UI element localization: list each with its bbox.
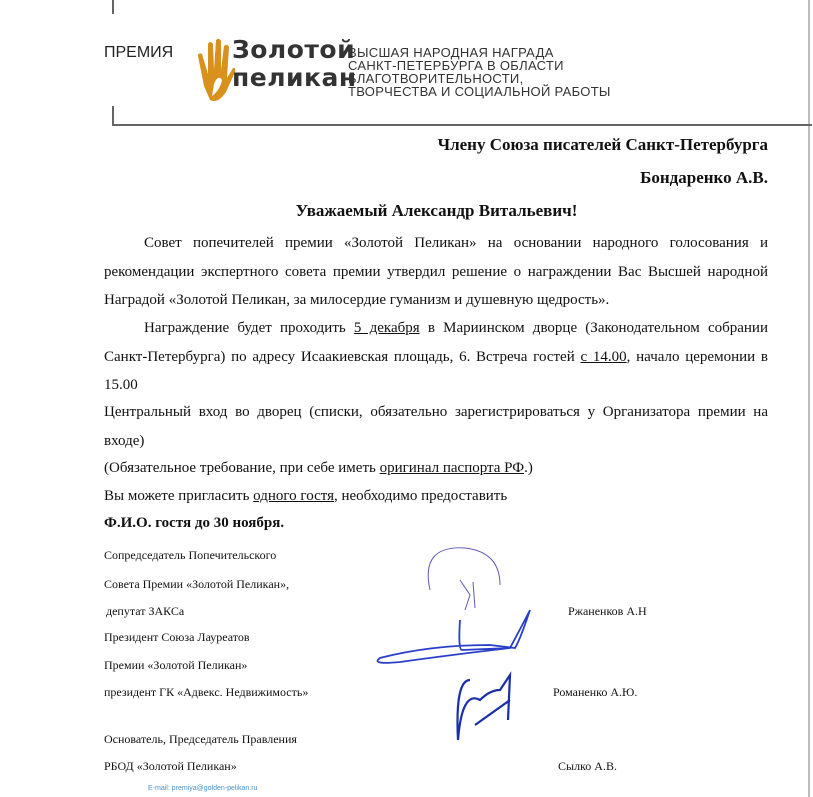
signatory-name: Сылко А.В. <box>558 759 617 773</box>
signatory-title: Президент Союза Лауреатов <box>104 630 250 644</box>
signatory-title: Совета Премии «Золотой Пеликан», <box>104 577 290 591</box>
tagline <box>348 46 611 98</box>
frame-line-corner <box>112 106 114 126</box>
paragraph-6: Ф.И.О. гостя до 30 ноября. <box>104 515 285 531</box>
tagline-line: ВЫСШАЯ НАРОДНАЯ НАГРАДА <box>348 45 554 60</box>
text: , начало церемонии в 15.00 <box>104 348 768 393</box>
brand-line-1: Золотой <box>232 35 356 64</box>
tagline-line: САНКТ-ПЕТЕРБУРГА В ОБЛАСТИ <box>348 58 564 73</box>
signatory-title: президент ГК «Адвекс. Недвижимость» <box>104 685 309 699</box>
text: в Мариинском дворце (Законодательном собрании Санкт-Петербурга) по адресу Исаакиевская площадь, 6. Встреча гостей <box>104 320 768 365</box>
signatory-title: Основатель, Председатель Правления <box>104 732 297 746</box>
text: .) <box>524 460 533 476</box>
signatory-name: Ржаненков А.Н <box>568 604 647 618</box>
paragraph-2 <box>104 314 768 400</box>
signatory-title: Премии «Золотой Пеликан» <box>104 658 248 672</box>
greeting: Уважаемый Александр Витальевич! <box>295 201 578 220</box>
tagline-line: БЛАГОТВОРИТЕЛЬНОСТИ, <box>348 71 524 86</box>
premiya-label: ПРЕМИЯ <box>104 44 174 61</box>
paragraph-3: Центральный вход во дворец (списки, обязательно зарегистрироваться у Организатора премии на входе) <box>104 404 768 449</box>
signatory-name: Романенко А.Ю. <box>553 685 638 699</box>
brand-name <box>232 36 357 92</box>
paragraph-1: Совет попечителей премии «Золотой Пеликан» на основании народного голосования и рекомендации экспертного совета премии утвердил решение о награждении Вас Высшей народной Наградой «Золотой Пеликан, за милосердие гуманизм и душевную щедрость». <box>104 235 768 308</box>
page-edge <box>808 0 810 797</box>
addressee-name: Бондаренко А.В. <box>640 168 768 187</box>
footer-email: E-mail: premiya@golden-pelikan.ru <box>148 785 258 792</box>
paragraph-5 <box>104 482 768 511</box>
text: , необходимо предоставить <box>334 488 508 504</box>
signatory-title: депутат ЗАКСа <box>106 604 185 618</box>
text: (Обязательное требование, при себе иметь <box>104 460 380 476</box>
addressee-line-1: Члену Союза писателей Санкт-Петербурга <box>437 135 768 154</box>
frame-line-bottom <box>112 124 812 126</box>
one-guest: одного гостя <box>253 488 334 504</box>
passport-requirement: оригинал паспорта РФ <box>379 460 525 476</box>
signatory-title: Сопредседатель Попечительского <box>104 548 277 562</box>
tagline-line: ТВОРЧЕСТВА И СОЦИАЛЬНОЙ РАБОТЫ <box>348 84 611 99</box>
brand-line-2: пеликан <box>232 63 357 92</box>
signatures-icon <box>370 540 550 760</box>
text: Вы можете пригласить <box>104 488 254 504</box>
hand-logo-icon <box>196 34 236 114</box>
signatory-title: РБОД «Золотой Пеликан» <box>104 759 237 773</box>
frame-line-top <box>112 0 114 14</box>
guest-time: с 14.00 <box>580 348 627 365</box>
ceremony-date: 5 декабря <box>353 320 420 336</box>
text: Награждение будет проходить <box>144 320 354 336</box>
paragraph-4 <box>104 454 768 483</box>
